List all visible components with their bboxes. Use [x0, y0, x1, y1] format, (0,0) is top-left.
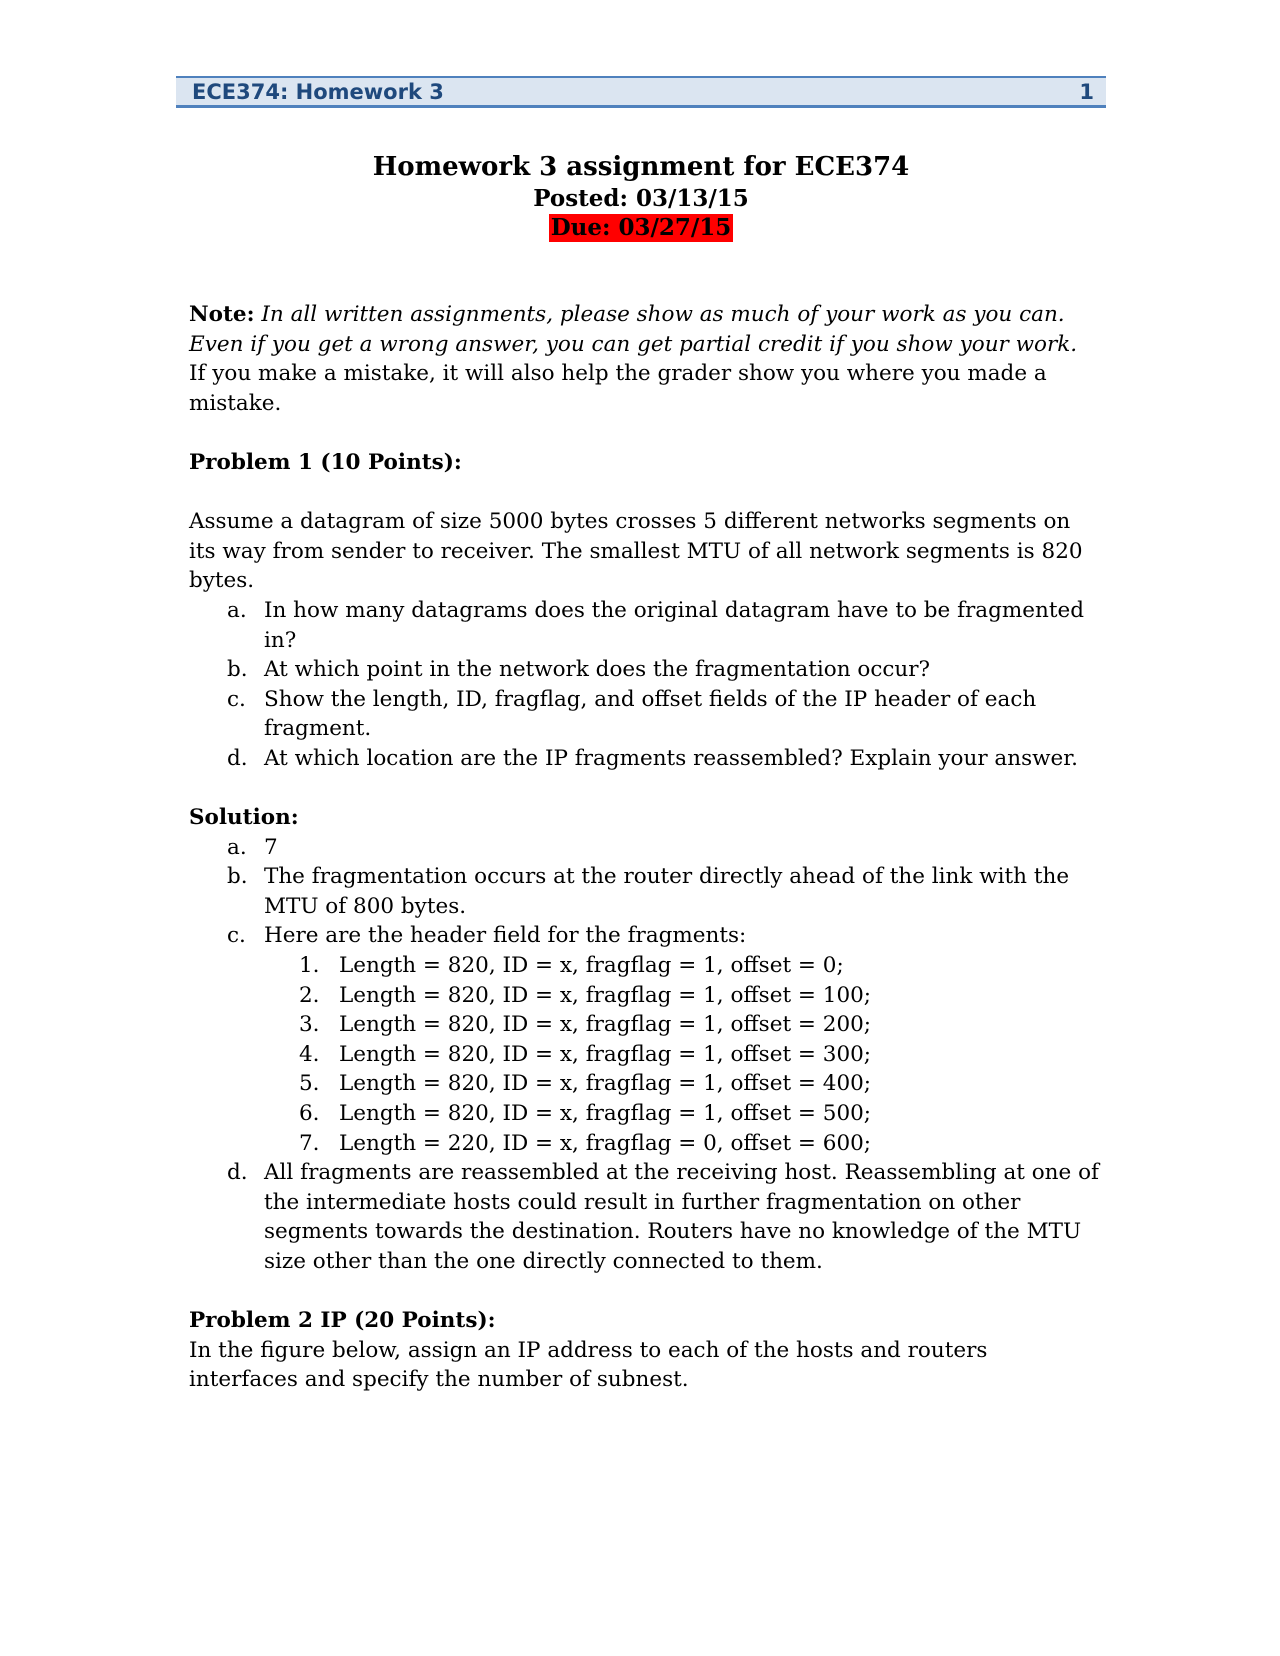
solution-text: The fragmentation occurs at the router directly ahead of the link with the MTU of 800 bytes. — [264, 864, 1070, 919]
list-marker: 5. — [299, 1071, 320, 1097]
list-marker: c. — [227, 923, 246, 949]
list-marker: 2. — [299, 982, 320, 1008]
header-title: ECE374: Homework 3 — [192, 80, 444, 104]
question-a — [189, 596, 1099, 655]
fragment-text: Length = 820, ID = x, fragflag = 1, offset = 0; — [339, 953, 844, 979]
note-text: If you make a mistake, it will also help the grader show you where you made a mistake. — [189, 361, 1047, 416]
list-marker: 6. — [299, 1101, 320, 1127]
fragment-5 — [189, 1069, 1099, 1099]
question-text: At which location are the IP fragments reassembled? Explain your answer. — [264, 745, 1079, 771]
list-marker: a. — [227, 597, 247, 623]
due-date: Due: 03/27/15 — [550, 214, 732, 241]
problem1-heading: Problem 1 (10 Points): — [189, 449, 462, 475]
fragment-text: Length = 820, ID = x, fragflag = 1, offset = 100; — [339, 982, 872, 1008]
question-c — [189, 685, 1099, 744]
question-b — [189, 655, 1099, 685]
note-paragraph — [189, 300, 1099, 418]
fragment-text: Length = 820, ID = x, fragflag = 1, offset = 200; — [339, 1012, 872, 1038]
problem2-text: In the figure below, assign an IP address to each of the hosts and routers interfaces and specify the number of subnest. — [189, 1337, 988, 1393]
posted-date: Posted: 03/13/15 — [533, 185, 749, 212]
question-text: In how many datagrams does the original datagram have to be fragmented in? — [264, 597, 1084, 653]
fragment-7 — [189, 1129, 1099, 1159]
solution-d — [189, 1158, 1099, 1276]
question-text: Show the length, ID, fragflag, and offset fields of the IP header of each fragment. — [264, 686, 1037, 742]
list-marker: d. — [227, 1160, 248, 1186]
solution-text: All fragments are reassembled at the receiving host. Reassembling at one of the intermediate hosts could result in further fragmentation on other segments towards the destination. Routers have no knowledge of the MTU size other than the one directly connected to them. — [264, 1160, 1099, 1274]
fragment-6 — [189, 1099, 1099, 1129]
list-marker: 4. — [299, 1041, 320, 1067]
page-header — [176, 76, 1106, 108]
list-marker: 3. — [299, 1012, 320, 1038]
fragment-4 — [189, 1040, 1099, 1070]
solution-heading: Solution: — [189, 805, 299, 831]
solution-text: 7 — [264, 834, 278, 860]
problem1-intro: Assume a datagram of size 5000 bytes crosses 5 different networks segments on its way from sender to receiver. The smallest MTU of all network segments is 820 bytes. — [189, 509, 1083, 594]
solution-text: Here are the header field for the fragments: — [264, 923, 747, 949]
question-text: At which point in the network does the fragmentation occur? — [264, 657, 931, 683]
list-marker: c. — [227, 686, 246, 712]
fragment-text: Length = 820, ID = x, fragflag = 1, offset = 400; — [339, 1071, 872, 1097]
fragment-3 — [189, 1010, 1099, 1040]
note-italic-text: In all written assignments, please show as much of your work as you can. Even if you get a wrong answer, you can get partial credit if you show your work. — [189, 302, 1078, 357]
list-marker: d. — [227, 745, 248, 771]
fragment-text: Length = 820, ID = x, fragflag = 1, offset = 300; — [339, 1041, 872, 1067]
problem2-heading: Problem 2 IP (20 Points): — [189, 1308, 496, 1334]
solution-b — [189, 862, 1099, 921]
fragment-text: Length = 820, ID = x, fragflag = 1, offset = 500; — [339, 1101, 872, 1127]
list-marker: b. — [227, 657, 248, 683]
solution-c — [189, 921, 1099, 951]
fragment-1 — [189, 951, 1099, 981]
fragment-2 — [189, 981, 1099, 1011]
list-marker: 1. — [299, 953, 320, 979]
title-block — [176, 150, 1106, 242]
document-title: Homework 3 assignment for ECE374 — [372, 152, 910, 182]
fragment-text: Length = 220, ID = x, fragflag = 0, offset = 600; — [339, 1130, 872, 1156]
question-d — [189, 744, 1099, 774]
list-marker: 7. — [299, 1130, 320, 1156]
list-marker: b. — [227, 864, 248, 890]
note-label: Note: — [189, 302, 255, 327]
solution-a — [189, 833, 1099, 863]
page-number: 1 — [1079, 80, 1094, 104]
document-body — [189, 300, 1099, 1395]
list-marker: a. — [227, 834, 247, 860]
